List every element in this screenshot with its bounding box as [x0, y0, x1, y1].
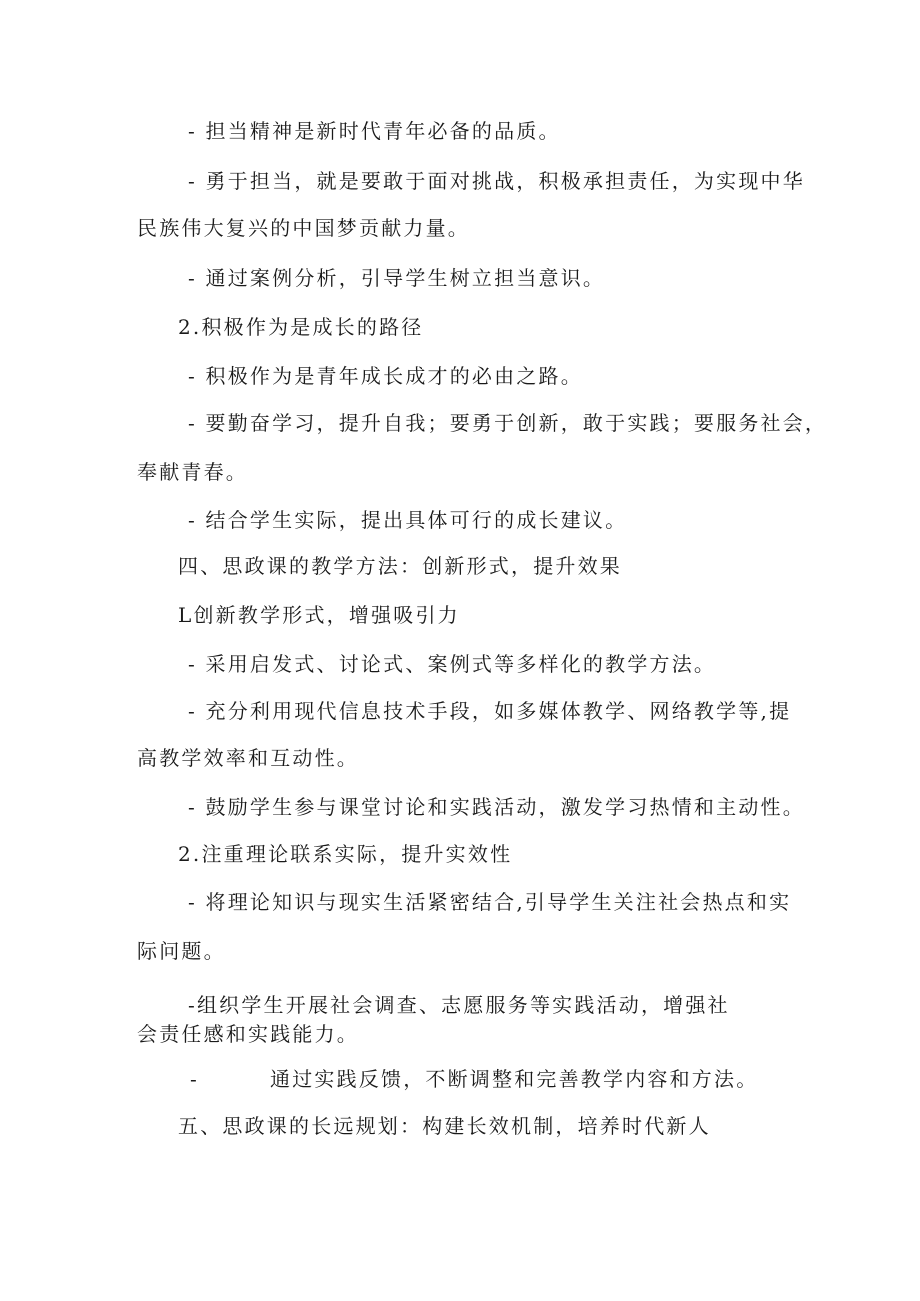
bullet-case-analysis: - 通过案例分析，引导学生树立担当意识。	[188, 266, 606, 290]
bullet-social-survey-cont: 会责任感和实践能力。	[137, 1022, 359, 1046]
bullet-encourage-participation: - 鼓励学生参与课堂讨论和实践活动，激发学习热情和主动性。	[188, 795, 805, 819]
section-heading-four: 四、思政课的教学方法：创新形式，提升效果	[178, 554, 622, 578]
bullet-practice-feedback: 通过实践反馈，不断调整和完善教学内容和方法。	[270, 1067, 759, 1091]
bullet-brave-responsibility-cont: 民族伟大复兴的中国梦贡献力量。	[137, 216, 470, 240]
bullet-growth-suggestions: - 结合学生实际，提出具体可行的成长建议。	[188, 508, 628, 532]
subheading-innovate-form: L创新教学形式，增强吸引力	[178, 603, 460, 627]
bullet-info-tech-cont: 高教学效率和互动性。	[137, 746, 359, 770]
section-heading-five: 五、思政课的长远规划：构建长效机制，培养时代新人	[178, 1114, 711, 1138]
bullet-study-innovate: - 要勤奋学习，提升自我；要勇于创新，敢于实践；要服务社会，	[188, 411, 828, 435]
bullet-study-innovate-cont: 奉献青春。	[137, 460, 248, 484]
bullet-dash: -	[190, 1067, 197, 1091]
bullet-responsibility-quality: - 担当精神是新时代青年必备的品质。	[188, 119, 561, 143]
bullet-brave-responsibility: - 勇于担当，就是要敢于面对挑战，积极承担责任，为实现中华	[188, 169, 805, 193]
subheading-theory-practice: 2.注重理论联系实际，提升实效性	[178, 842, 513, 866]
bullet-theory-life: - 将理论知识与现实生活紧密结合,引导学生关注社会热点和实	[188, 890, 792, 914]
bullet-teaching-methods: - 采用启发式、讨论式、案例式等多样化的教学方法。	[188, 652, 717, 676]
bullet-info-tech: - 充分利用现代信息技术手段，如多媒体教学、网络教学等,提	[188, 699, 792, 723]
bullet-social-survey: -组织学生开展社会调查、志愿服务等实践活动，增强社	[188, 993, 730, 1017]
bullet-theory-life-cont: 际问题。	[137, 939, 226, 963]
subheading-active-action: 2.积极作为是成长的路径	[178, 315, 424, 339]
bullet-growth-path: - 积极作为是青年成长成才的必由之路。	[188, 364, 583, 388]
